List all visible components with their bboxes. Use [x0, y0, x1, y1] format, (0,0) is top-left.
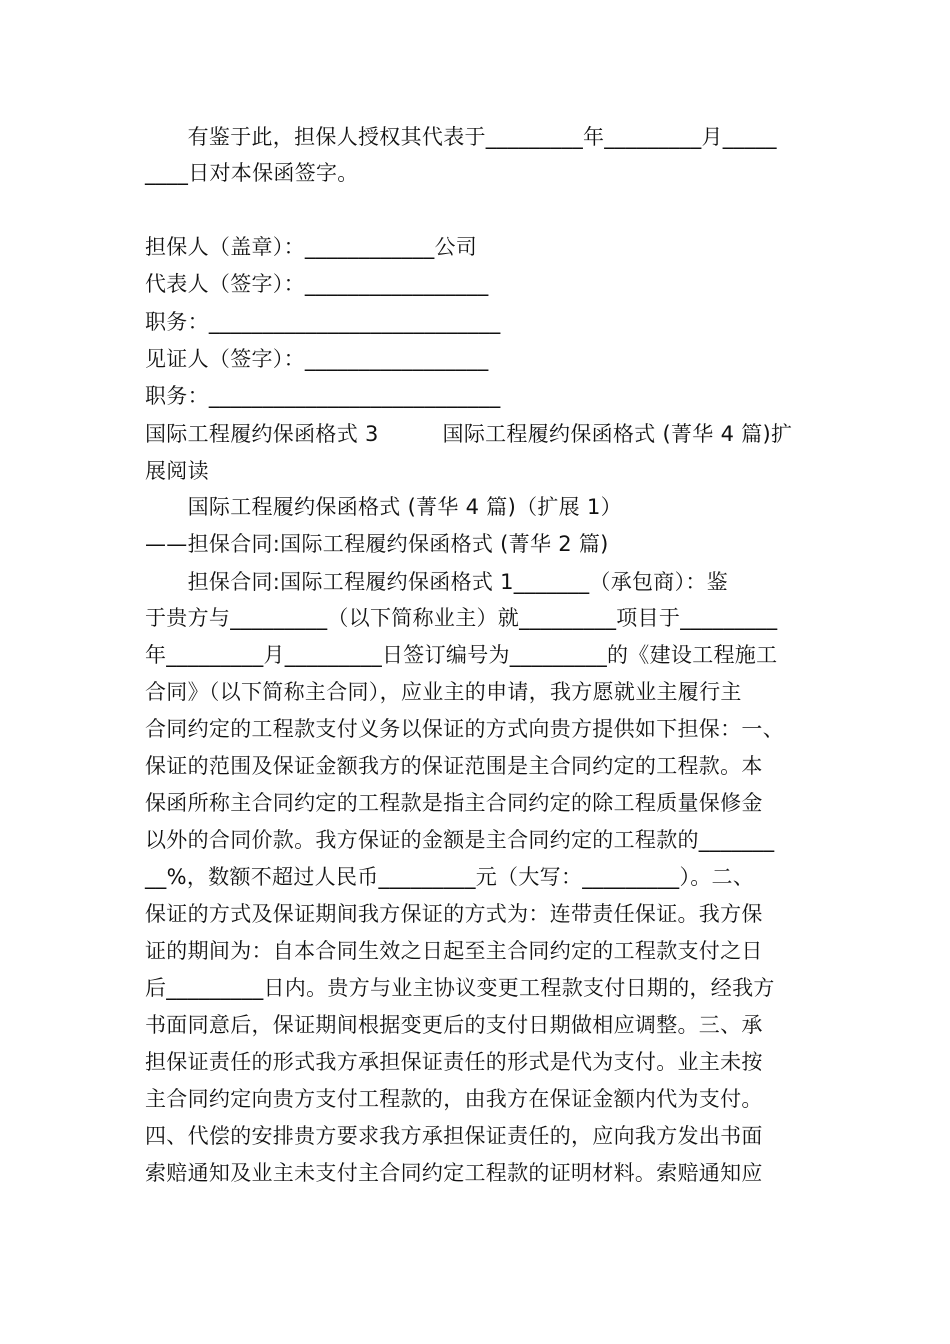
signature-line-position: 职务：___________________________ — [145, 384, 501, 408]
body-line: __%，数额不超过人民币_________元（大写：_________）。二、 — [145, 865, 755, 889]
signature-line-witness: 见证人（签字）：_________________ — [145, 347, 489, 371]
body-line: 保证的范围及保证金额我方的保证范围是主合同约定的工程款。本 — [145, 754, 763, 778]
body-line: 后_________日内。贵方与业主协议变更工程款支付日期的，经我方 — [145, 976, 775, 1000]
section-heading: 国际工程履约保函格式 (菁华 4 篇)（扩展 1） — [145, 495, 622, 519]
signature-line-position: 职务：___________________________ — [145, 310, 501, 334]
body-line: 担保证责任的形式我方承担保证责任的形式是代为支付。业主未按 — [145, 1050, 763, 1074]
body-line: ____日对本保函签字。 — [145, 161, 359, 185]
body-line: 保函所称主合同约定的工程款是指主合同约定的除工程质量保修金 — [145, 791, 763, 815]
section-heading: 展阅读 — [145, 459, 209, 483]
body-line: 合同约定的工程款支付义务以保证的方式向贵方提供如下担保：一、 — [145, 717, 784, 741]
body-line: 索赔通知及业主未支付主合同约定工程款的证明材料。索赔通知应 — [145, 1161, 763, 1185]
signature-line-representative: 代表人（签字）：_________________ — [145, 272, 489, 296]
body-line: 证的期间为：自本合同生效之日起至主合同约定的工程款支付之日 — [145, 939, 763, 963]
body-line: 担保合同:国际工程履约保函格式 1_______（承包商）：鉴 — [145, 570, 729, 594]
section-heading: 国际工程履约保函格式 3 国际工程履约保函格式 (菁华 4 篇)扩 — [145, 422, 793, 446]
section-heading: ——担保合同:国际工程履约保函格式 (菁华 2 篇) — [145, 532, 609, 556]
body-line: 四、代偿的安排贵方要求我方承担保证责任的，应向我方发出书面 — [145, 1124, 763, 1148]
body-line: 合同》（以下简称主合同），应业主的申请，我方愿就业主履行主 — [145, 680, 742, 704]
body-line: 年_________月_________日签订编号为_________的《建设工程施工 — [145, 643, 778, 667]
body-line: 于贵方与_________（以下简称业主）就_________项目于_________ — [145, 606, 778, 630]
body-line: 以外的合同价款。我方保证的金额是主合同约定的工程款的_______ — [145, 828, 775, 852]
body-line: 主合同约定向贵方支付工程款的，由我方在保证金额内代为支付。 — [145, 1087, 763, 1111]
body-line: 保证的方式及保证期间我方保证的方式为：连带责任保证。我方保 — [145, 902, 763, 926]
signature-line-guarantor: 担保人（盖章）：____________公司 — [145, 235, 478, 259]
body-line: 书面同意后，保证期间根据变更后的支付日期做相应调整。三、承 — [145, 1013, 763, 1037]
body-line: 有鉴于此，担保人授权其代表于_________年_________月_____ — [145, 125, 777, 149]
